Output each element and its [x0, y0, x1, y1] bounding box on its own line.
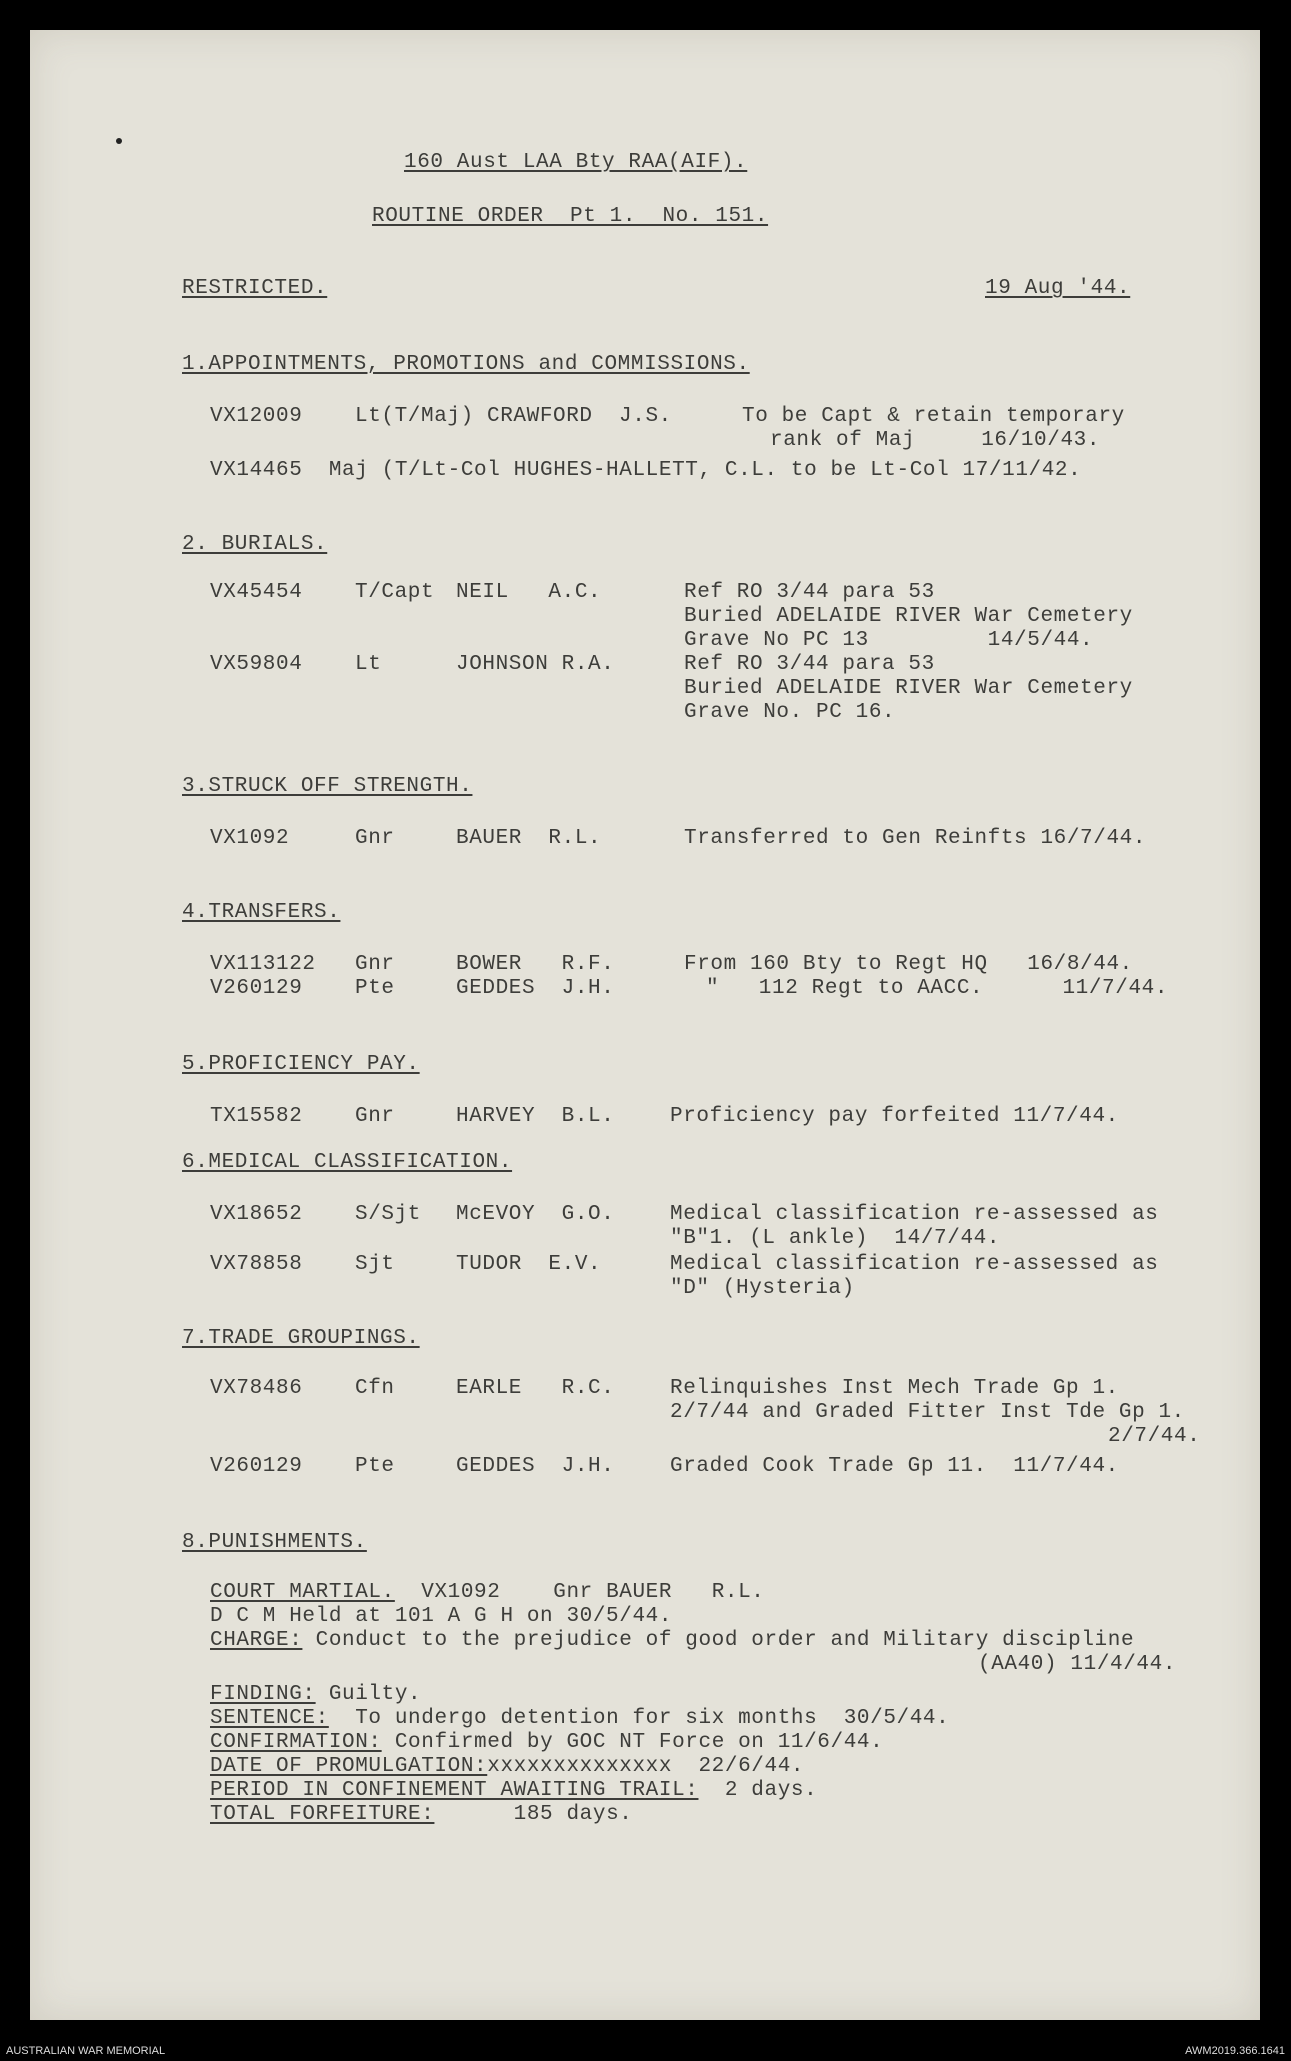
forfeiture-text: 185 days.: [434, 1803, 633, 1826]
s2-r1-text3: Grave No PC 13 14/5/44.: [684, 629, 1094, 652]
s3-r1-rank: Gnr: [355, 827, 395, 850]
s4-r1-number: VX113122: [210, 953, 316, 976]
s5-r1-name: HARVEY B.L.: [456, 1105, 615, 1128]
s1-r1-text1: To be Capt & retain temporary: [742, 405, 1125, 428]
s7-r2-text: Graded Cook Trade Gp 11. 11/7/44.: [670, 1455, 1119, 1478]
s7-r2-rank: Pte: [355, 1455, 395, 1478]
forfeiture-line: [210, 1802, 632, 1827]
charge-label: CHARGE:: [210, 1629, 303, 1652]
s6-r2-number: VX78858: [210, 1253, 303, 1276]
court-martial-label: COURT MARTIAL.: [210, 1581, 395, 1604]
s6-r2-rank: Sjt: [355, 1253, 395, 1276]
s4-r1-text: From 160 Bty to Regt HQ 16/8/44.: [684, 953, 1133, 976]
section-6-heading: 6.MEDICAL CLASSIFICATION.: [182, 1151, 513, 1174]
s5-r1-number: TX15582: [210, 1105, 303, 1128]
s5-r1-text: Proficiency pay forfeited 11/7/44.: [670, 1105, 1119, 1128]
s2-r1-name: NEIL A.C.: [456, 581, 602, 604]
promulgation-line: [210, 1754, 804, 1779]
s6-r2-text2: "D" (Hysteria): [670, 1277, 855, 1300]
s6-r1-number: VX18652: [210, 1203, 303, 1226]
s2-r1-text2: Buried ADELAIDE RIVER War Cemetery: [684, 605, 1133, 628]
s1-r1-number: VX12009: [210, 405, 303, 428]
promulgation-label: DATE OF PROMULGATION:: [210, 1755, 488, 1778]
archive-footer: [0, 2031, 1291, 2061]
classification: RESTRICTED.: [182, 277, 328, 300]
s3-r1-name: BAUER R.L.: [456, 827, 602, 850]
section-2-heading: 2. BURIALS.: [182, 533, 328, 556]
s7-r1-number: VX78486: [210, 1377, 303, 1400]
confirmation-text: Confirmed by GOC NT Force on 11/6/44.: [381, 1731, 884, 1754]
s2-r1-text1: Ref RO 3/44 para 53: [684, 581, 935, 604]
unit-title: 160 Aust LAA Bty RAA(AIF).: [404, 151, 748, 174]
order-date: 19 Aug '44.: [985, 277, 1131, 300]
s2-r2-name: JOHNSON R.A.: [456, 653, 615, 676]
s6-r1-text1: Medical classification re-assessed as: [670, 1203, 1159, 1226]
s7-r1-name: EARLE R.C.: [456, 1377, 615, 1400]
period-text: 2 days.: [698, 1779, 818, 1802]
period-label: PERIOD IN CONFINEMENT AWAITING TRAIL:: [210, 1779, 699, 1802]
s2-r2-text1: Ref RO 3/44 para 53: [684, 653, 935, 676]
s1-r2-line: VX14465 Maj (T/Lt-Col HUGHES-HALLETT, C.L. to be Lt-Col 17/11/42.: [210, 459, 1082, 482]
s6-r1-rank: S/Sjt: [355, 1203, 422, 1226]
court-martial-detail: VX1092 Gnr BAUER R.L.: [394, 1581, 765, 1604]
s2-r1-number: VX45454: [210, 581, 303, 604]
s6-r1-name: McEVOY G.O.: [456, 1203, 615, 1226]
sentence-line: [210, 1706, 949, 1731]
s4-r2-rank: Pte: [355, 977, 395, 1000]
sentence-label: SENTENCE:: [210, 1707, 329, 1730]
finding-line: [210, 1682, 421, 1707]
s7-r1-text2: 2/7/44 and Graded Fitter Inst Tde Gp 1.: [670, 1401, 1185, 1424]
sentence-text: To undergo detention for six months 30/5/44.: [328, 1707, 950, 1730]
s7-r1-rank: Cfn: [355, 1377, 395, 1400]
section-4-heading: 4.TRANSFERS.: [182, 901, 341, 924]
s5-r1-rank: Gnr: [355, 1105, 395, 1128]
charge-text: Conduct to the prejudice of good order and Military discipline: [302, 1629, 1135, 1652]
order-title: ROUTINE ORDER Pt 1. No. 151.: [372, 205, 769, 228]
s4-r2-name: GEDDES J.H.: [456, 977, 615, 1000]
s2-r2-text3: Grave No. PC 16.: [684, 701, 896, 724]
section-5-heading: 5.PROFICIENCY PAY.: [182, 1053, 420, 1076]
s4-r2-text: " 112 Regt to AACC. 11/7/44.: [706, 977, 1169, 1000]
s2-r2-text2: Buried ADELAIDE RIVER War Cemetery: [684, 677, 1133, 700]
s7-r1-text1: Relinquishes Inst Mech Trade Gp 1.: [670, 1377, 1119, 1400]
promulgation-text: xxxxxxxxxxxxxx 22/6/44.: [487, 1755, 805, 1778]
s6-r2-text1: Medical classification re-assessed as: [670, 1253, 1159, 1276]
s1-r1-text2: rank of Maj 16/10/43.: [770, 429, 1101, 452]
finding-text: Guilty.: [315, 1683, 422, 1706]
s7-r1-text3: 2/7/44.: [1108, 1425, 1201, 1448]
document-page: [30, 30, 1260, 2020]
period-line: [210, 1778, 817, 1803]
s7-r2-number: V260129: [210, 1455, 303, 1478]
finding-label: FINDING:: [210, 1683, 316, 1706]
s4-r1-rank: Gnr: [355, 953, 395, 976]
s7-r2-name: GEDDES J.H.: [456, 1455, 615, 1478]
section-8-heading: 8.PUNISHMENTS.: [182, 1531, 367, 1554]
s2-r1-rank: T/Capt: [355, 581, 435, 604]
footer-left: AUSTRALIAN WAR MEMORIAL: [6, 2045, 166, 2057]
s4-r1-name: BOWER R.F.: [456, 953, 615, 976]
forfeiture-label: TOTAL FORFEITURE:: [210, 1803, 435, 1826]
s1-r1-name: Lt(T/Maj) CRAWFORD J.S.: [355, 405, 672, 428]
section-7-heading: 7.TRADE GROUPINGS.: [182, 1327, 420, 1350]
confirmation-label: CONFIRMATION:: [210, 1731, 382, 1754]
dcm-line: D C M Held at 101 A G H on 30/5/44.: [210, 1605, 673, 1628]
s3-r1-text: Transferred to Gen Reinfts 16/7/44.: [684, 827, 1147, 850]
charge-line: [210, 1628, 1134, 1653]
confirmation-line: [210, 1730, 883, 1755]
charge-text-2: (AA40) 11/4/44.: [978, 1653, 1177, 1676]
section-1-heading: 1.APPOINTMENTS, PROMOTIONS and COMMISSIONS.: [182, 353, 750, 376]
footer-right: AWM2019.366.1641: [1185, 2045, 1285, 2057]
section-3-heading: 3.STRUCK OFF STRENGTH.: [182, 775, 473, 798]
s6-r2-name: TUDOR E.V.: [456, 1253, 602, 1276]
s4-r2-number: V260129: [210, 977, 303, 1000]
s2-r2-rank: Lt: [355, 653, 382, 676]
s2-r2-number: VX59804: [210, 653, 303, 676]
s3-r1-number: VX1092: [210, 827, 290, 850]
s6-r1-text2: "B"1. (L ankle) 14/7/44.: [670, 1227, 1001, 1250]
punch-hole: [116, 138, 122, 144]
court-martial-line: [210, 1580, 765, 1605]
